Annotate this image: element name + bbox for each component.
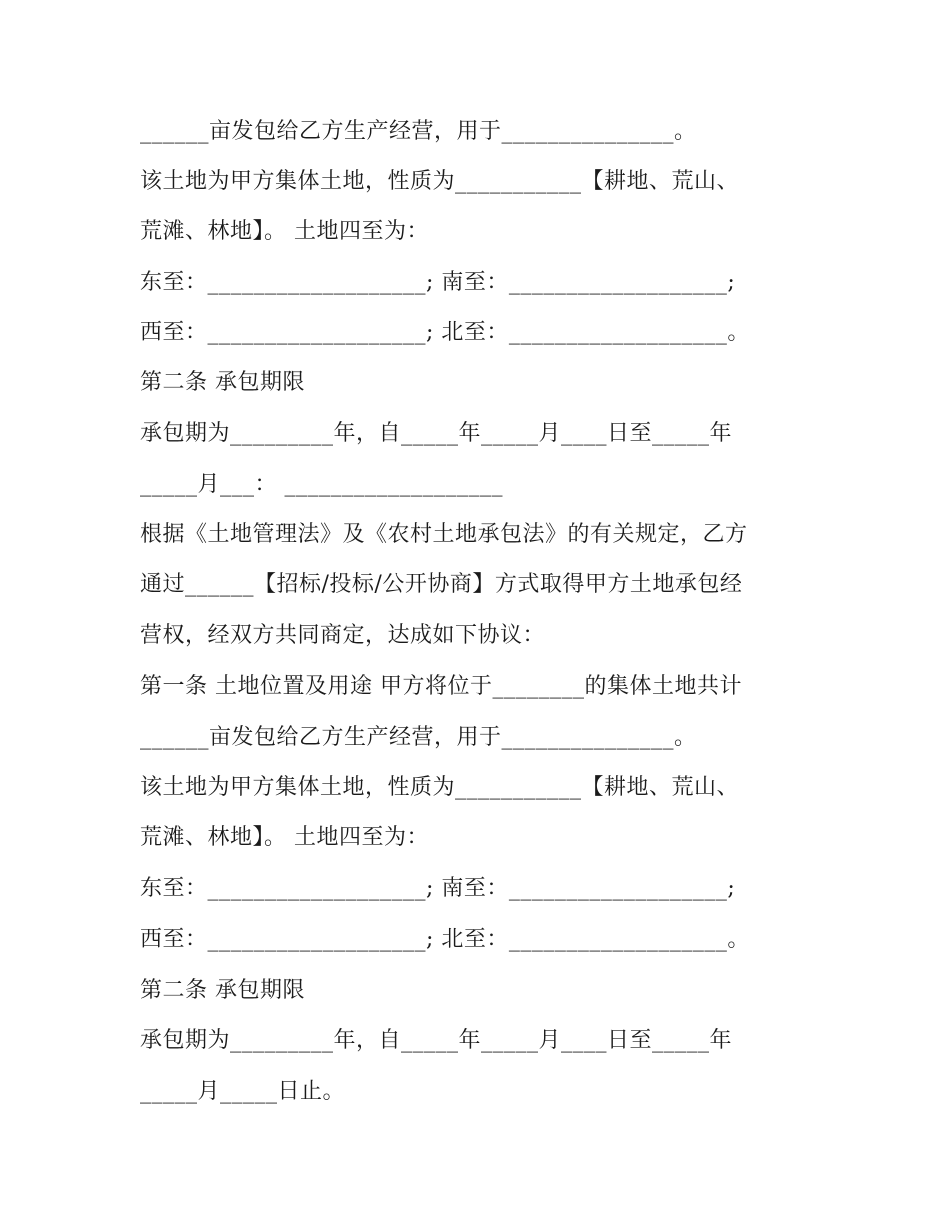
text-line: 东至：___________________; 南至：___________________; [140, 270, 736, 295]
text-line: 东至：___________________; 南至：___________________; [140, 876, 736, 901]
section-heading: 第一条 土地位置及用途 甲方将位于________的集体土地共计 [140, 674, 742, 699]
text-line: ______亩发包给乙方生产经营，用于_______________。 [140, 119, 697, 144]
text-line: 根据《土地管理法》及《农村土地承包法》的有关规定，乙方 [140, 522, 748, 547]
text-line: _____月_____日止。 [140, 1079, 346, 1104]
text-line: 该土地为甲方集体土地，性质为___________【耕地、荒山、 [140, 169, 740, 194]
text-line: _____月___： ___________________ [140, 472, 503, 497]
text-line: 通过______【招标/投标/公开协商】方式取得甲方土地承包经 [140, 572, 743, 597]
section-heading: 第二条 承包期限 [140, 370, 305, 395]
text-line: 承包期为_________年，自_____年_____月____日至_____年 [140, 421, 733, 446]
text-line: 营权，经双方共同商定，达成如下协议： [140, 623, 546, 648]
text-line: 荒滩、林地】。 土地四至为： [140, 825, 429, 850]
text-line: 该土地为甲方集体土地，性质为___________【耕地、荒山、 [140, 775, 740, 800]
text-line: 西至：___________________; 北至：___________________。 [140, 927, 750, 952]
text-line: ______亩发包给乙方生产经营，用于_______________。 [140, 725, 697, 750]
text-line: 西至：___________________; 北至：___________________。 [140, 320, 750, 345]
text-line: 荒滩、林地】。 土地四至为： [140, 219, 429, 244]
text-line: 承包期为_________年，自_____年_____月____日至_____年 [140, 1028, 733, 1053]
section-heading: 第二条 承包期限 [140, 978, 305, 1003]
